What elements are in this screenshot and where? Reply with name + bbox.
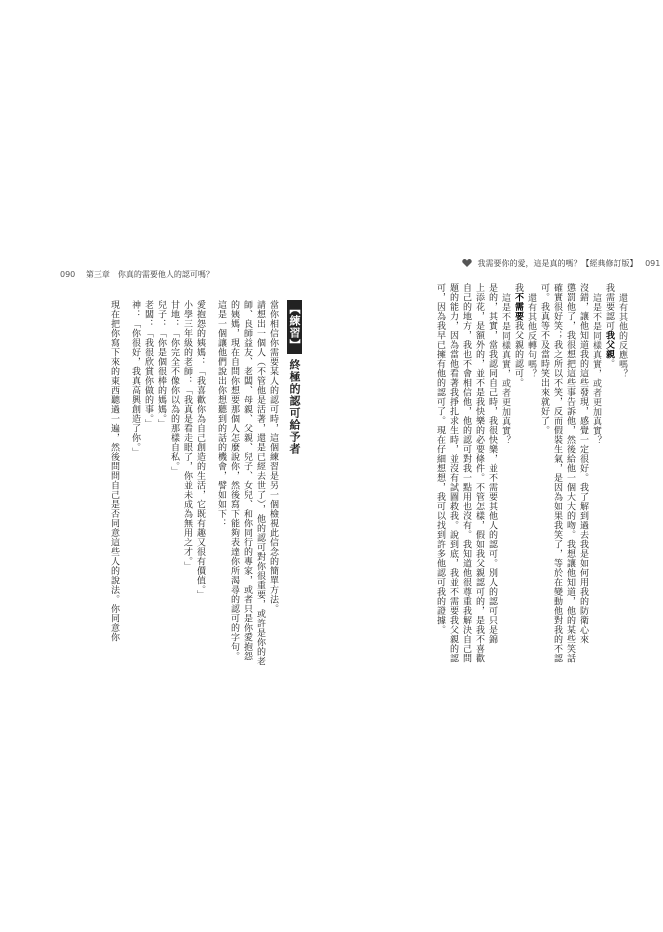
- exercise-title: 終極的認可給予者: [288, 358, 301, 455]
- text-line: 沒錯，讓他知道我的這些發現，感覺一定很好。我了解到過去我是如何用我的防衛心來: [578, 283, 588, 644]
- text-line: 上添花，是額外的，並不是我快樂的必要條件。不管怎樣，假如我父親認可的，是我不喜歡: [474, 283, 484, 663]
- quote-line: 老闆：「我很欣賞你做的事。」: [143, 300, 153, 429]
- quote-line: 神：「你很好，我真高興創造了你。」: [130, 300, 140, 457]
- question-line: 這是不是同樣真實，或者更加真實？: [500, 293, 510, 445]
- text-line: 題的能力，因為當他看著我掙扎求生時，並沒有試圖救我。說到底，我並不需要我父親的認: [448, 283, 458, 663]
- question-line: 還有其他的反應嗎？: [617, 293, 627, 379]
- paragraph: 請想出一個人（不管他是活著，還是已經去世了），他的認可對你很重要，或許是你的老師、良師益友、老闆、母親、父親、兒子、女兒、和你同行的專家，或者只是你愛抱怨的姨媽，現在自問你想要那個人怎麼說你，然後寫下能夠表達你所渴尋的認可的字句。這是一個讓他們說出你想聽到的話的機會，譬如如下：: [216, 300, 265, 666]
- text-line: 是的，其實，當我認同自己時，我很快樂，並不需要其他人的認可。別人的認可只是錦: [487, 283, 497, 644]
- right-page-body: [398, 283, 628, 663]
- left-chapter-title: 第三章 你真的需要他人的認可嗎？: [85, 270, 214, 279]
- question-line: 還有其他反轉句嗎？: [526, 293, 536, 379]
- heart-icon: [462, 258, 472, 268]
- quote-line: 小學三年級的老師：「我真是看走眼了，你並未成為無用之才。」: [182, 300, 192, 571]
- emphasis: 我父親: [604, 330, 614, 359]
- left-page-number: 090: [60, 270, 76, 279]
- right-book-title: 我需要你的愛，這是真的嗎？【經典修訂版】: [477, 259, 638, 268]
- text-line: 自己的地方，我也不會相信他，他的認可對我一點用也沒有。我知道他很尊重我解決自己問: [461, 283, 471, 663]
- left-running-head: [60, 268, 340, 282]
- right-page-number: 091: [645, 259, 661, 268]
- left-page-body: [62, 300, 302, 670]
- paragraph: 當你相信你需要某人的認可時，這個練習是另一個檢視此信念的簡單方法。: [268, 300, 278, 614]
- text-line: 可。我真等不及當時笑出來就好了。: [539, 283, 549, 435]
- quote-line: 兒子：「你是個很棒的媽媽。」: [156, 300, 166, 429]
- quote-line: 甘地：「你完全不像你以為的那樣自私。」: [169, 300, 179, 476]
- text-line: 確實很好笑；我之所以不笑，反而假裝生氣，是因為如果我笑了，等於在變動他對我的不認: [552, 283, 562, 663]
- text-line: 可，因為我早已擁有他的認可了。現在仔細想想，我可以找到許多他認可我的證據。: [435, 283, 445, 635]
- text-line: 我需要認可我父親。: [604, 283, 614, 369]
- quote-line: 愛抱怨的姨媽：「我喜歡你為自己創造的生活，它既有趣又很有價值。」: [195, 300, 205, 600]
- exercise-tag: 【練習】: [287, 300, 302, 354]
- question-line: 這是不是同樣真實，或者更加真實？: [591, 293, 601, 445]
- paragraph: 現在把你寫下來的東西聽過一遍，然後問問自己是否同意這些人的說法。你同意你: [109, 300, 119, 642]
- text-line: 懲罰他了，我很想把這些事告訴他，然後給他一個大大的吻。我想讓他知道，他的某些笑話: [565, 283, 575, 663]
- emphasis: 不需要: [513, 292, 523, 321]
- exercise-heading: [287, 300, 302, 670]
- text-line: 我不需要我父親的認可。: [513, 283, 523, 388]
- right-running-head: [462, 257, 661, 271]
